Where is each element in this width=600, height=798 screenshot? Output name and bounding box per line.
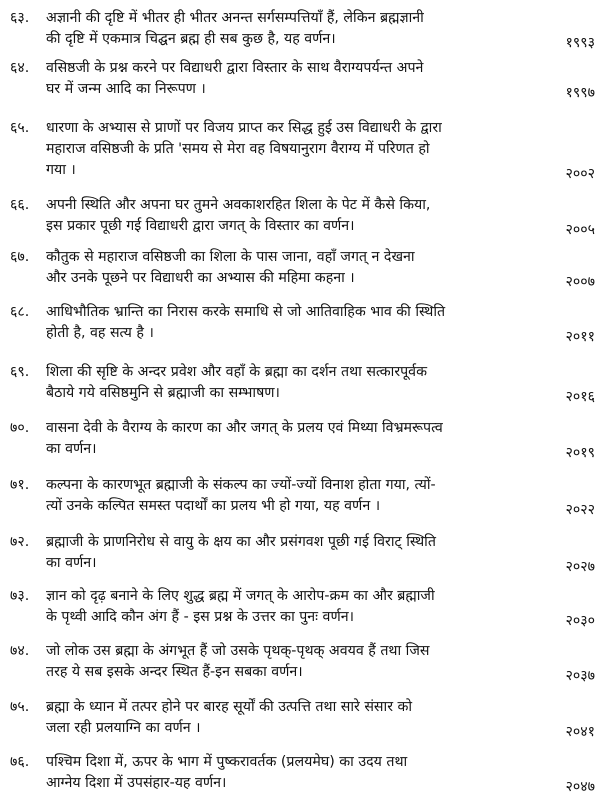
entry-title [46, 475, 536, 517]
entry-number: ६८. [10, 304, 30, 320]
entry-title-line: आग्नेय दिशा में उपसंहार-यह वर्णन। [46, 775, 227, 791]
page-number: २०२२ [565, 502, 595, 518]
page-number: २०४७ [565, 779, 595, 795]
entry-title [46, 302, 536, 344]
entry-number: ७२. [10, 534, 30, 550]
page-number: २०१९ [565, 445, 595, 461]
page-number: २०४१ [565, 724, 595, 740]
entry-title-line: तरह ये सब इसके अन्दर स्थित हैं-इन सबका वर्णन। [46, 664, 303, 680]
entry-title [46, 586, 536, 628]
page-number: २०३७ [565, 668, 595, 684]
entry-title-line: का वर्णन। [46, 441, 97, 457]
entry-title-line: का वर्णन। [46, 555, 97, 571]
entry-title-line: वासना देवी के वैराग्य के कारण का और जगत् के प्रलय एवं मिथ्या विभ्रमरूपत्व [46, 420, 443, 436]
entry-title [46, 641, 536, 683]
entry-number: ६४. [10, 60, 30, 76]
entry-title [46, 195, 536, 237]
entry-title [46, 58, 536, 100]
entry-title-line: ब्रह्माजी के प्राणनिरोध से वायु के क्षय का और प्रसंगवश पूछी गई विराट् स्थिति [46, 534, 436, 550]
entry-title-line: गया । [46, 162, 76, 178]
entry-number: ६३. [10, 10, 30, 26]
entry-title-line: जला रही प्रलयाग्नि का वर्णन । [46, 720, 201, 736]
entry-title-line: अपनी स्थिति और अपना घर तुमने अवकाशरहित शिला के पेट में कैसे किया, [46, 197, 431, 213]
entry-number: ७५. [10, 699, 30, 715]
entry-title-line: महाराज वसिष्ठजी के प्रति 'समय से मेरा वह विषयानुराग वैराग्य में परिणत हो [46, 141, 430, 157]
entry-title-line: और उनके पूछने पर विद्याधरी का अभ्यास की महिमा कहना । [46, 270, 355, 286]
page-number: २०१६ [565, 389, 595, 405]
entry-title-line: धारणा के अभ्यास से प्राणों पर विजय प्राप्त कर सिद्ध हुई उस विद्याधरी के द्वारा [46, 120, 442, 136]
entry-number: ६७. [10, 249, 30, 265]
page-number: २०३० [565, 613, 595, 629]
entry-title [46, 8, 536, 50]
entry-number: ७४. [10, 643, 30, 659]
entry-number: ७३. [10, 588, 30, 604]
entry-title-line: होती है, वह सत्य है । [46, 325, 154, 341]
page-number: १९९७ [565, 85, 595, 101]
entry-number: ७१. [10, 477, 30, 493]
entry-title-line: वसिष्ठजी के प्रश्न करने पर विद्याधरी द्वारा विस्तार के साथ वैराग्यपर्यन्त अपने [46, 60, 424, 76]
entry-number: ७०. [10, 420, 30, 436]
entry-number: ६९. [10, 364, 30, 380]
entry-title-line: कौतुक से महाराज वसिष्ठजी का शिला के पास जाना, वहाँ जगत् न देखना [46, 249, 415, 265]
entry-title [46, 362, 536, 404]
entry-title-line: ब्रह्मा के ध्यान में तत्पर होने पर बारह सूर्यों की उत्पत्ति तथा सारे संसार को [46, 699, 413, 715]
page-number: २००५ [565, 222, 595, 238]
page-number: २००७ [565, 274, 595, 290]
entry-title [46, 418, 536, 460]
entry-title-line: ज्ञान को दृढ़ बनाने के लिए शुद्ध ब्रह्म में जगत् के आरोप-क्रम का और ब्रह्माजी [46, 588, 435, 604]
entry-title-line: शिला की सृष्टि के अन्दर प्रवेश और वहाँ के ब्रह्मा का दर्शन तथा सत्कारपूर्वक [46, 364, 427, 380]
entry-title-line: बैठाये गये वसिष्ठमुनि से ब्रह्माजी का सम्भाषण। [46, 385, 280, 401]
page-number: २०११ [565, 329, 595, 345]
entry-number: ७६. [10, 754, 30, 770]
entry-title [46, 532, 536, 574]
entry-title-line: अज्ञानी की दृष्टि में भीतर ही भीतर अनन्त सर्गसम्पत्तियाँ हैं, लेकिन ब्रह्मज्ञानी [46, 10, 424, 26]
entry-title [46, 118, 536, 181]
entry-title-line: की दृष्टि में एकमात्र चिद्घन ब्रह्म ही सब कुछ है, यह वर्णन। [46, 31, 336, 47]
entry-title-line: के पृथ्वी आदि कौन अंग हैं - इस प्रश्न के उत्तर का पुनः वर्णन। [46, 609, 354, 625]
entry-title-line: घर में जन्म आदि का निरूपण । [46, 81, 206, 97]
entry-title-line: पश्चिम दिशा में, ऊपर के भाग में पुष्करावर्तक (प्रलयमेघ) का उदय तथा [46, 754, 408, 770]
entry-title-line: त्यों उनके कल्पित समस्त पदार्थों का प्रलय भी हो गया, यह वर्णन । [46, 498, 381, 514]
entry-number: ६६. [10, 197, 30, 213]
entry-title [46, 752, 536, 794]
entry-title-line: आधिभौतिक भ्रान्ति का निरास करके समाधि से जो आतिवाहिक भाव की स्थिति [46, 304, 446, 320]
page-number: २०२७ [565, 559, 595, 575]
entry-title-line: जो लोक उस ब्रह्मा के अंगभूत हैं जो उसके पृथक्-पृथक् अवयव हैं तथा जिस [46, 643, 430, 659]
entry-title [46, 247, 536, 289]
entry-title [46, 697, 536, 739]
entry-number: ६५. [10, 120, 30, 136]
entry-title-line: इस प्रकार पूछी गई विद्याधरी द्वारा जगत् के विस्तार का वर्णन। [46, 218, 355, 234]
entry-title-line: कल्पना के कारणभूत ब्रह्माजी के संकल्प का ज्यों-ज्यों विनाश होता गया, त्यों- [46, 477, 436, 493]
page-number: २००२ [565, 166, 595, 182]
page-number: १९९३ [565, 35, 595, 51]
